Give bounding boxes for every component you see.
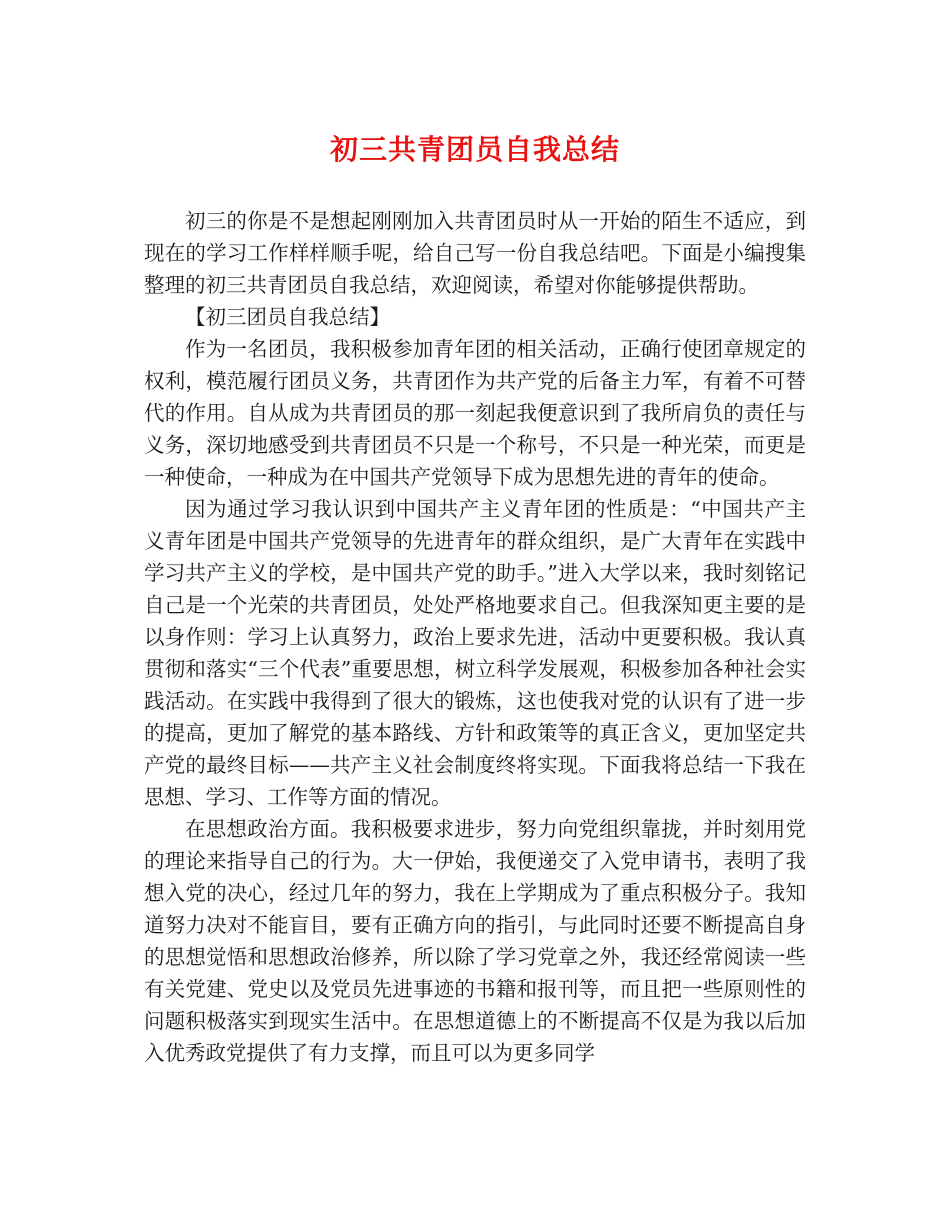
body-paragraph: 在思想政治方面。我积极要求进步，努力向党组织靠拢，并时刻用党的理论来指导自己的行为。大一伊始，我便递交了入党申请书，表明了我想入党的决心，经过几年的努力，我在上学期成为了重点积极分子。我知道努力决对不能盲目，要有正确方向的指引，与此同时还要不断提高自身的思想觉悟和思想政治修养，所以除了学习党章之外，我还经常阅读一些有关党建、党史以及党员先进事迹的书籍和报刊等，而且把一些原则性的问题积极落实到现实生活中。在思想道德上的不断提高不仅是为我以后加入优秀政党提供了有力支撑，而且可以为更多同学: [144, 817, 806, 1065]
intro-paragraph: 初三的你是不是想起刚刚加入共青团员时从一开始的陌生不适应，到现在的学习工作样样顺手呢，给自己写一份自我总结吧。下面是小编搜集整理的初三共青团员自我总结，欢迎阅读，希望对你能够提供帮助。: [144, 209, 806, 297]
body-paragraph: 作为一名团员，我积极参加青年团的相关活动，正确行使团章规定的权利，模范履行团员义务，共青团作为共产党的后备主力军，有着不可替代的作用。自从成为共青团员的那一刻起我便意识到了我所肩负的责任与义务，深切地感受到共青团员不只是一个称号，不只是一种光荣，而更是一种使命，一种成为在中国共产党领导下成为思想先进的青年的使命。: [144, 337, 806, 489]
document-body: [144, 205, 806, 1069]
body-paragraph: 因为通过学习我认识到中国共产主义青年团的性质是：“中国共产主义青年团是中国共产党领导的先进青年的群众组织，是广大青年在实践中学习共产主义的学校，是中国共产党的助手。”进入大学以来，我时刻铭记自己是一个光荣的共青团员，处处严格地要求自己。但我深知更主要的是以身作则：学习上认真努力，政治上要求先进，活动中更要积极。我认真贯彻和落实“三个代表”重要思想，树立科学发展观，积极参加各种社会实践活动。在实践中我得到了很大的锻炼，这也使我对党的认识有了进一步的提高，更加了解党的基本路线、方针和政策等的真正含义，更加坚定共产党的最终目标——共产主义社会制度终将实现。下面我将总结一下我在思想、学习、工作等方面的情况。: [144, 497, 806, 809]
section-heading: 【初三团员自我总结】: [185, 305, 390, 329]
document-title: 初三共青团员自我总结: [329, 133, 620, 166]
